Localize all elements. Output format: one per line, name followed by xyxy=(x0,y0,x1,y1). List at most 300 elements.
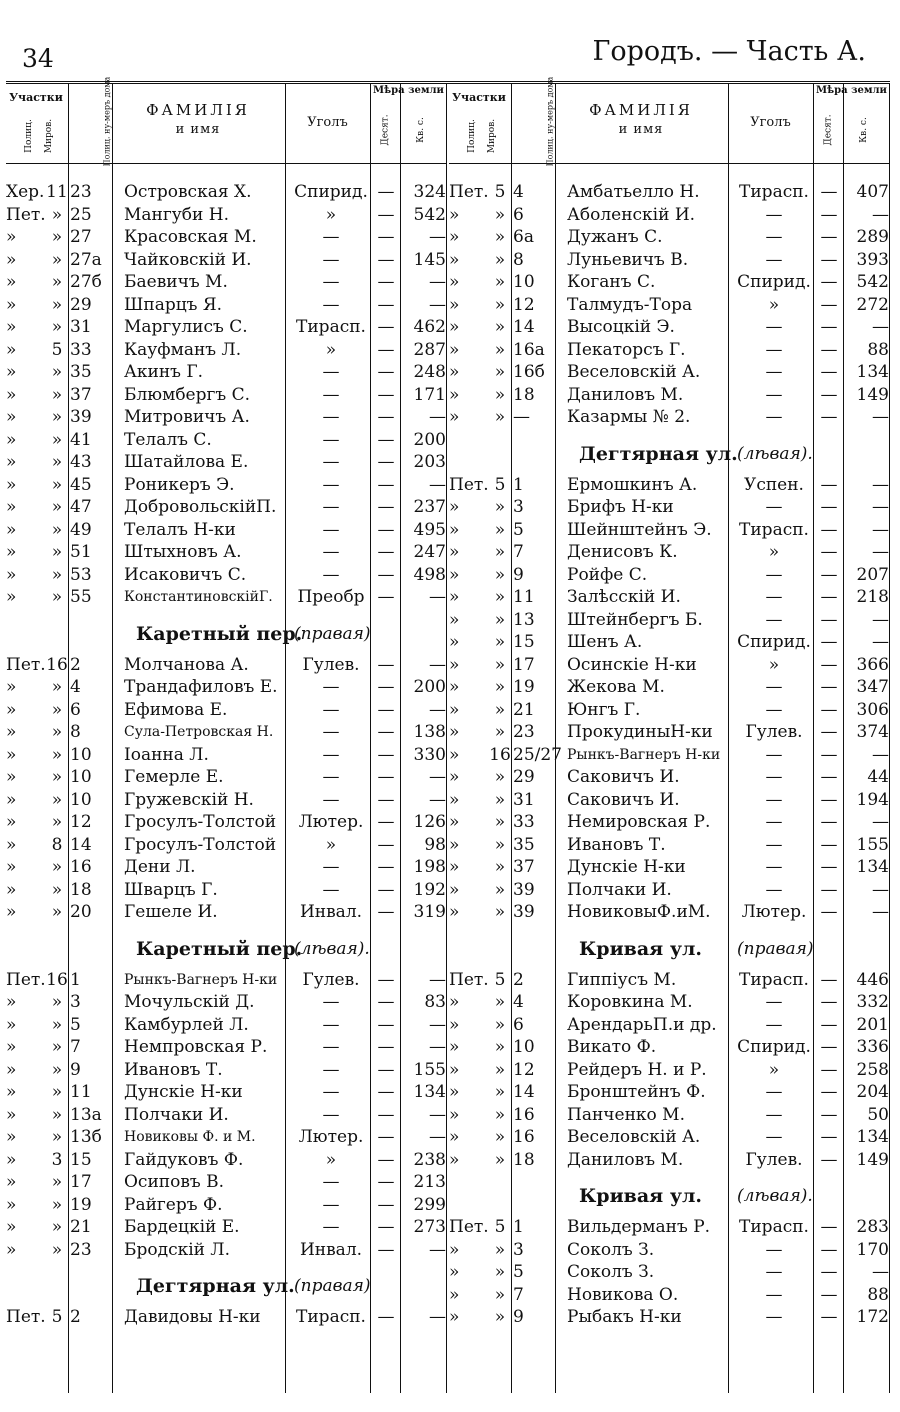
cell-house-number: 27б xyxy=(70,272,102,292)
header-mera: Мѣра земли xyxy=(373,85,444,96)
cell-miron: » xyxy=(494,1307,506,1327)
table-row xyxy=(6,856,447,879)
cell-miron: 5 xyxy=(494,1217,506,1237)
cell-desyat: — xyxy=(377,294,395,315)
cell-area-kv: 336 xyxy=(856,1037,889,1057)
cell-polic: » xyxy=(6,317,17,337)
cell-area-kv: 192 xyxy=(413,879,446,900)
cell-ugol: — xyxy=(765,789,783,810)
cell-ugol: Спирид. xyxy=(737,272,811,292)
header-mera: Мѣра земли xyxy=(816,85,887,96)
cell-owner-name: Кауфманъ Л. xyxy=(124,339,242,360)
cell-area-kv: 134 xyxy=(413,1082,446,1102)
cell-miron: » xyxy=(51,1127,63,1147)
cell-owner-name: Телалъ Н-ки xyxy=(124,519,236,540)
cell-desyat: — xyxy=(820,789,838,810)
cell-desyat: — xyxy=(377,654,395,675)
cell-area-kv: 149 xyxy=(856,1149,889,1170)
cell-polic: » xyxy=(449,249,460,270)
cell-owner-name: Рейдеръ Н. и Р. xyxy=(567,1059,707,1080)
street-side: (правая) xyxy=(294,623,371,644)
cell-polic: » xyxy=(449,992,460,1012)
cell-house-number: 1 xyxy=(513,474,524,495)
cell-area-kv: 462 xyxy=(413,317,446,337)
cell-polic: » xyxy=(6,272,17,292)
cell-house-number: 7 xyxy=(513,542,524,562)
cell-owner-name: Викато Ф. xyxy=(567,1037,657,1057)
table-row xyxy=(6,676,447,699)
table-row xyxy=(6,1059,447,1082)
cell-miron: » xyxy=(51,294,63,315)
table-row xyxy=(449,249,890,272)
cell-area-kv: — xyxy=(429,587,446,607)
cell-polic: » xyxy=(449,294,460,315)
cell-desyat: — xyxy=(377,1082,395,1102)
cell-area-kv: — xyxy=(429,969,446,990)
cell-polic: » xyxy=(449,654,460,675)
cell-area-kv: — xyxy=(872,812,889,832)
cell-polic: » xyxy=(6,699,17,720)
cell-area-kv: — xyxy=(872,497,889,517)
table-row xyxy=(6,406,447,429)
cell-owner-name: Ивановъ Т. xyxy=(567,834,666,855)
cell-ugol: — xyxy=(765,384,783,405)
table-row xyxy=(6,766,447,789)
cell-ugol: — xyxy=(765,812,783,832)
cell-desyat: — xyxy=(377,677,395,697)
cell-polic: » xyxy=(6,744,17,765)
cell-house-number: 33 xyxy=(70,339,92,360)
cell-polic: » xyxy=(6,1239,17,1260)
table-row xyxy=(449,316,890,339)
cell-ugol: — xyxy=(322,1172,340,1192)
table-row xyxy=(449,1014,890,1037)
cell-polic: » xyxy=(449,587,460,607)
cell-area-kv: — xyxy=(872,317,889,337)
table-row xyxy=(6,429,447,452)
cell-house-number: 25/27 xyxy=(513,744,562,765)
header-desyat: Десят. xyxy=(380,114,391,146)
cell-house-number: 14 xyxy=(513,1082,535,1102)
cell-polic: » xyxy=(449,317,460,337)
cell-ugol: Спирид. xyxy=(737,1037,811,1057)
cell-area-kv: 88 xyxy=(867,1284,889,1305)
cell-ugol: » xyxy=(768,542,780,562)
cell-ugol: — xyxy=(322,722,340,742)
table-row xyxy=(449,631,890,654)
cell-miron: » xyxy=(51,1104,63,1125)
cell-house-number: 9 xyxy=(513,564,524,585)
cell-miron: » xyxy=(494,587,506,607)
cell-miron: 11 xyxy=(46,182,68,202)
cell-miron: » xyxy=(494,654,506,675)
table-row xyxy=(449,789,890,812)
table-row xyxy=(449,676,890,699)
cell-area-kv: 393 xyxy=(856,249,889,270)
cell-desyat: — xyxy=(820,474,838,495)
cell-house-number: 37 xyxy=(513,857,535,877)
cell-miron: » xyxy=(51,227,63,247)
cell-owner-name: Юнгъ Г. xyxy=(567,699,641,720)
table-row xyxy=(449,1149,890,1172)
cell-ugol: Тирасп. xyxy=(739,1217,809,1237)
cell-desyat: — xyxy=(820,384,838,405)
cell-ugol: — xyxy=(322,452,340,472)
cell-desyat: — xyxy=(820,1284,838,1305)
cell-miron: » xyxy=(51,497,63,517)
cell-house-number: 2 xyxy=(513,969,524,990)
cell-owner-name: Ефимова Е. xyxy=(124,699,228,720)
cell-miron: » xyxy=(51,1194,63,1215)
cell-polic: » xyxy=(449,699,460,720)
street-name: Каретный пер. xyxy=(136,622,303,645)
cell-house-number: 13 xyxy=(513,609,535,630)
table-row xyxy=(449,969,890,992)
cell-owner-name: Давидовы Н-ки xyxy=(124,1307,261,1327)
street-heading xyxy=(6,924,447,969)
cell-owner-name: Бронштейнъ Ф. xyxy=(567,1082,706,1102)
cell-polic: » xyxy=(449,407,460,427)
table-row xyxy=(449,1261,890,1284)
table-row xyxy=(449,541,890,564)
cell-house-number: 19 xyxy=(513,677,535,697)
cell-polic: » xyxy=(449,384,460,405)
cell-polic: Пет. xyxy=(449,1217,489,1237)
cell-area-kv: 407 xyxy=(856,182,889,202)
cell-ugol: — xyxy=(765,1082,783,1102)
cell-owner-name: Бардецкій Е. xyxy=(124,1217,240,1237)
cell-desyat: — xyxy=(377,1059,395,1080)
cell-desyat: — xyxy=(820,654,838,675)
table-row xyxy=(6,1081,447,1104)
cell-desyat: — xyxy=(377,1104,395,1125)
cell-desyat: — xyxy=(377,1217,395,1237)
cell-miron: » xyxy=(494,699,506,720)
cell-desyat: — xyxy=(820,362,838,382)
cell-area-kv: 83 xyxy=(424,992,446,1012)
cell-polic: » xyxy=(449,609,460,630)
street-heading xyxy=(449,429,890,474)
cell-owner-name: Пекаторсъ Г. xyxy=(567,339,686,360)
cell-ugol: Тирасп. xyxy=(739,182,809,202)
cell-miron: » xyxy=(494,249,506,270)
cell-miron: » xyxy=(494,812,506,832)
cell-owner-name: Дужанъ С. xyxy=(567,227,663,247)
cell-owner-name: Гешеле И. xyxy=(124,902,218,922)
cell-owner-name: Шенъ А. xyxy=(567,632,643,652)
cell-miron: 5 xyxy=(51,339,63,360)
cell-owner-name: Штыхновъ А. xyxy=(124,542,242,562)
cell-desyat: — xyxy=(377,902,395,922)
table-row xyxy=(6,226,447,249)
cell-house-number: 14 xyxy=(70,834,92,855)
cell-miron: » xyxy=(51,272,63,292)
cell-miron: » xyxy=(51,587,63,607)
cell-miron: » xyxy=(51,789,63,810)
cell-miron: » xyxy=(494,1239,506,1260)
table-row xyxy=(6,654,447,677)
cell-owner-name: Гросулъ-Толстой xyxy=(124,834,277,855)
cell-owner-name: Залѣсскій И. xyxy=(567,587,681,607)
cell-house-number: 18 xyxy=(70,879,92,900)
header-kv: Кв. с. xyxy=(415,117,426,143)
street-name: Кривая ул. xyxy=(579,937,702,960)
table-row xyxy=(6,181,447,204)
cell-polic: » xyxy=(449,1307,460,1327)
header-uchastki: Участки xyxy=(452,91,506,104)
table-row xyxy=(6,721,447,744)
cell-owner-name: Саковичъ И. xyxy=(567,767,680,787)
cell-ugol: Гулев. xyxy=(745,1149,803,1170)
cell-area-kv: 207 xyxy=(856,564,889,585)
cell-miron: 5 xyxy=(51,1307,63,1327)
cell-area-kv: 134 xyxy=(856,1127,889,1147)
street-name: Дегтярная ул. xyxy=(579,442,738,465)
cell-house-number: 47 xyxy=(70,497,92,517)
cell-house-number: 11 xyxy=(70,1082,92,1102)
cell-owner-name: Чайковскій И. xyxy=(124,249,252,270)
cell-house-number: 6 xyxy=(70,699,81,720)
cell-polic: » xyxy=(6,497,17,517)
cell-ugol: Лютер. xyxy=(298,812,364,832)
page-title: Городъ. — Часть А. xyxy=(592,36,866,67)
cell-area-kv: 347 xyxy=(856,677,889,697)
table-row xyxy=(6,361,447,384)
table-row xyxy=(6,811,447,834)
cell-polic: » xyxy=(6,1217,17,1237)
cell-desyat: — xyxy=(377,1127,395,1147)
cell-desyat: — xyxy=(377,699,395,720)
cell-desyat: — xyxy=(820,834,838,855)
cell-desyat: — xyxy=(820,1037,838,1057)
cell-polic: » xyxy=(449,362,460,382)
cell-miron: » xyxy=(51,744,63,765)
cell-ugol: — xyxy=(322,519,340,540)
cell-polic: » xyxy=(449,857,460,877)
cell-polic: » xyxy=(6,362,17,382)
cell-area-kv: 248 xyxy=(413,362,446,382)
cell-house-number: 1 xyxy=(513,1217,524,1237)
cell-house-number: 10 xyxy=(513,1037,535,1057)
cell-ugol: » xyxy=(768,1059,780,1080)
cell-ugol: Тирасп. xyxy=(296,1307,366,1327)
cell-house-number: 3 xyxy=(513,1239,524,1260)
cell-polic: Пет. xyxy=(6,969,46,990)
cell-miron: » xyxy=(51,1239,63,1260)
table-row xyxy=(6,1126,447,1149)
cell-ugol: — xyxy=(322,1037,340,1057)
cell-miron: » xyxy=(494,834,506,855)
cell-owner-name: Молчанова А. xyxy=(124,654,249,675)
cell-owner-name: Панченко М. xyxy=(567,1104,685,1125)
cell-desyat: — xyxy=(377,1037,395,1057)
table-row xyxy=(6,744,447,767)
cell-house-number: 3 xyxy=(513,497,524,517)
cell-ugol: Спирид. xyxy=(737,632,811,652)
cell-desyat: — xyxy=(377,1194,395,1215)
cell-owner-name: Гайдуковъ Ф. xyxy=(124,1149,244,1170)
cell-owner-name: Брифъ Н-ки xyxy=(567,497,674,517)
cell-miron: 3 xyxy=(51,1149,63,1170)
cell-house-number: 43 xyxy=(70,452,92,472)
cell-owner-name: Камбурлей Л. xyxy=(124,1014,249,1035)
cell-house-number: 7 xyxy=(513,1284,524,1305)
cell-owner-name: Даниловъ М. xyxy=(567,384,684,405)
cell-ugol: Гулев. xyxy=(302,654,360,675)
cell-miron: » xyxy=(494,362,506,382)
cell-polic: » xyxy=(6,474,17,495)
cell-miron: » xyxy=(494,879,506,900)
cell-area-kv: — xyxy=(872,407,889,427)
cell-desyat: — xyxy=(820,564,838,585)
cell-owner-name: Ермошкинъ А. xyxy=(567,474,698,495)
cell-ugol: » xyxy=(768,654,780,675)
cell-area-kv: 289 xyxy=(856,227,889,247)
cell-house-number: 12 xyxy=(70,812,92,832)
cell-house-number: 20 xyxy=(70,902,92,922)
cell-ugol: Тирасп. xyxy=(739,969,809,990)
cell-ugol: — xyxy=(322,1059,340,1080)
cell-miron: » xyxy=(51,1172,63,1192)
cell-polic: » xyxy=(6,857,17,877)
cell-desyat: — xyxy=(377,789,395,810)
cell-ugol: — xyxy=(322,429,340,450)
cell-desyat: — xyxy=(377,452,395,472)
cell-house-number: 45 xyxy=(70,474,92,495)
cell-ugol: — xyxy=(765,587,783,607)
cell-house-number: 39 xyxy=(513,902,535,922)
cell-area-kv: 238 xyxy=(413,1149,446,1170)
cell-polic: » xyxy=(449,1014,460,1035)
cell-polic: Пет. xyxy=(449,474,489,495)
cell-desyat: — xyxy=(820,294,838,315)
cell-ugol: — xyxy=(765,834,783,855)
cell-area-kv: — xyxy=(429,227,446,247)
cell-desyat: — xyxy=(377,474,395,495)
cell-owner-name: Коганъ С. xyxy=(567,272,656,292)
cell-house-number: 12 xyxy=(513,294,535,315)
cell-polic: Пет. xyxy=(449,969,489,990)
cell-owner-name: Рынкъ-Вагнеръ Н-ки xyxy=(567,746,721,763)
cell-area-kv: 306 xyxy=(856,699,889,720)
cell-miron: » xyxy=(494,992,506,1012)
cell-polic: Пет. xyxy=(449,182,489,202)
cell-ugol: — xyxy=(765,857,783,877)
cell-ugol: Тирасп. xyxy=(296,317,366,337)
cell-house-number: 16 xyxy=(513,1104,535,1125)
cell-ugol: » xyxy=(325,339,337,360)
cell-house-number: 12 xyxy=(513,1059,535,1080)
cell-desyat: — xyxy=(820,1127,838,1147)
cell-desyat: — xyxy=(377,879,395,900)
cell-ugol: — xyxy=(322,272,340,292)
cell-owner-name: Веселовскій А. xyxy=(567,1127,701,1147)
cell-area-kv: 237 xyxy=(413,497,446,517)
cell-ugol: » xyxy=(325,204,337,225)
cell-owner-name: Ройфе С. xyxy=(567,564,648,585)
cell-miron: » xyxy=(494,722,506,742)
cell-area-kv: 330 xyxy=(413,744,446,765)
cell-area-kv: 273 xyxy=(413,1217,446,1237)
table-row xyxy=(6,901,447,924)
cell-area-kv: — xyxy=(429,789,446,810)
cell-area-kv: 172 xyxy=(856,1307,889,1327)
cell-polic: Пет. xyxy=(6,204,46,225)
table-row xyxy=(6,541,447,564)
cell-house-number: 17 xyxy=(70,1172,92,1192)
cell-desyat: — xyxy=(820,767,838,787)
cell-area-kv: 495 xyxy=(413,519,446,540)
cell-desyat: — xyxy=(820,542,838,562)
cell-ugol: — xyxy=(322,227,340,247)
cell-miron: » xyxy=(494,857,506,877)
cell-desyat: — xyxy=(377,272,395,292)
cell-ugol: Инвал. xyxy=(299,902,363,922)
cell-polic: » xyxy=(449,722,460,742)
cell-owner-name: Немировская Р. xyxy=(567,812,711,832)
cell-house-number: 10 xyxy=(70,789,92,810)
cell-area-kv: 149 xyxy=(856,384,889,405)
cell-polic: » xyxy=(6,1082,17,1102)
cell-area-kv: 283 xyxy=(856,1217,889,1237)
street-name: Каретный пер. xyxy=(136,937,303,960)
cell-area-kv: — xyxy=(872,542,889,562)
cell-ugol: — xyxy=(765,1262,783,1282)
cell-polic: » xyxy=(6,564,17,585)
cell-desyat: — xyxy=(820,632,838,652)
cell-desyat: — xyxy=(820,1217,838,1237)
cell-ugol: — xyxy=(322,294,340,315)
cell-owner-name: Коровкина М. xyxy=(567,992,693,1012)
cell-area-kv: — xyxy=(429,474,446,495)
header-miron: Миров. xyxy=(487,118,498,154)
cell-area-kv: — xyxy=(872,632,889,652)
cell-miron: » xyxy=(51,812,63,832)
cell-house-number: 53 xyxy=(70,564,92,585)
cell-polic: » xyxy=(449,1082,460,1102)
cell-owner-name: Даниловъ М. xyxy=(567,1149,684,1170)
cell-ugol: — xyxy=(765,1104,783,1125)
table-row xyxy=(449,699,890,722)
header-ugol: Уголъ xyxy=(750,115,791,130)
cell-polic: » xyxy=(6,1059,17,1080)
cell-area-kv: — xyxy=(872,474,889,495)
cell-owner-name: Ивановъ Т. xyxy=(124,1059,223,1080)
cell-miron: » xyxy=(51,519,63,540)
cell-owner-name: КонстантиновскійГ. xyxy=(124,589,273,605)
cell-desyat: — xyxy=(377,519,395,540)
cell-desyat: — xyxy=(377,429,395,450)
cell-polic: » xyxy=(6,677,17,697)
cell-desyat: — xyxy=(820,969,838,990)
cell-miron: » xyxy=(494,407,506,427)
street-side: (лѣвая). xyxy=(737,1186,813,1206)
cell-miron: » xyxy=(494,384,506,405)
cell-area-kv: 98 xyxy=(424,834,446,855)
cell-polic: » xyxy=(449,519,460,540)
cell-house-number: 25 xyxy=(70,204,92,225)
cell-area-kv: 194 xyxy=(856,789,889,810)
cell-ugol: — xyxy=(765,564,783,585)
cell-area-kv: 204 xyxy=(856,1082,889,1102)
cell-house-number: 3 xyxy=(70,992,81,1012)
cell-house-number: 31 xyxy=(70,317,92,337)
cell-ugol: — xyxy=(322,362,340,382)
cell-desyat: — xyxy=(377,407,395,427)
cell-polic: » xyxy=(6,992,17,1012)
table-row xyxy=(6,204,447,227)
table-row xyxy=(449,181,890,204)
